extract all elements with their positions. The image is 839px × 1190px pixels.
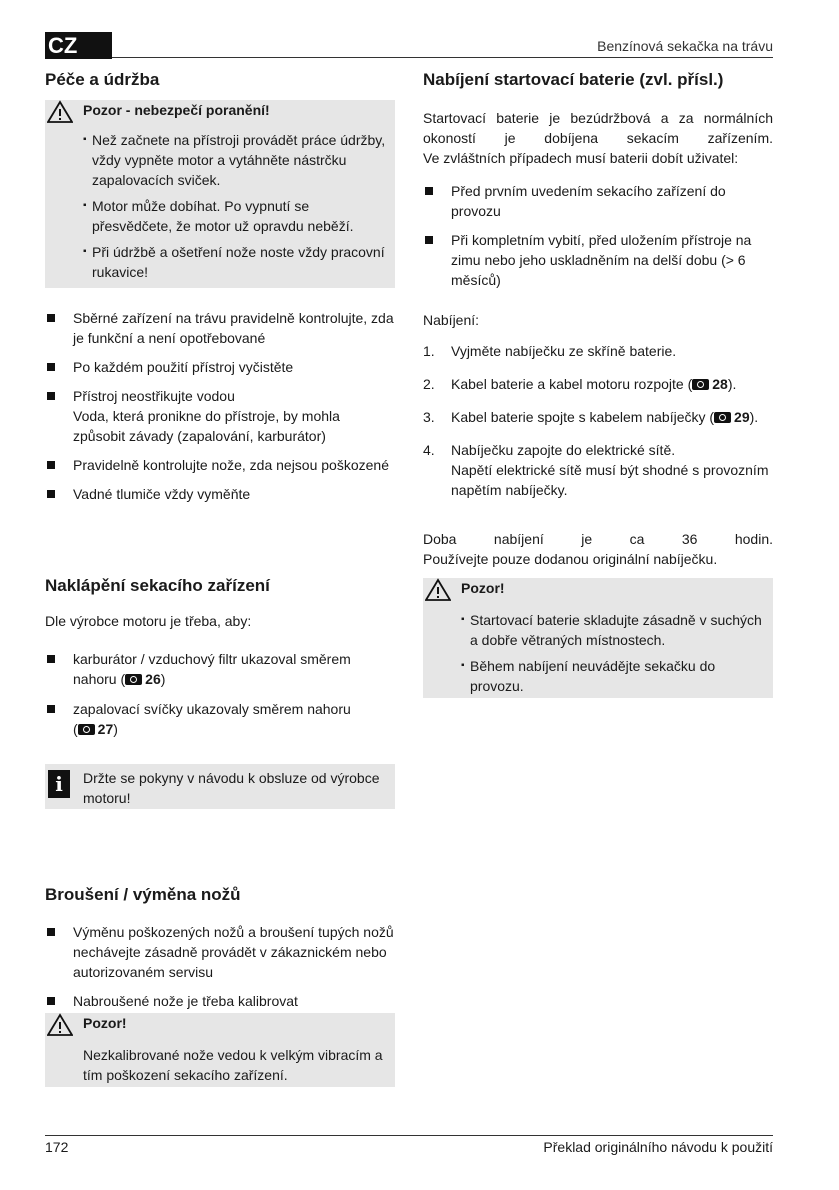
list-item-text: karburátor / vzduchový filtr ukazoval směrem nahoru ( [73,651,351,687]
list-item: Před prvním uvedením sekacího zařízení do provozu [423,181,763,221]
tilt-info-text: Držte se pokyny v návodu k obsluze od výrobce motoru! [83,770,380,806]
step-text: Vyjměte nabíječku ze skříně baterie. [451,343,677,359]
battery-duration [423,529,773,569]
list-item: Nabroušené nože je třeba kalibrovat [45,991,395,1011]
list-item [45,649,385,689]
care-warning-item: ▪ Než začnete na přístroji provádět práce údržby, vždy vypněte motor a vytáhněte nástrčku zapalovacích sviček. [83,130,387,190]
charging-steps [423,341,773,513]
list-item: Vadné tlumiče vždy vyměňte [45,484,395,504]
camera-icon [714,412,731,423]
sharpen-heading: Broušení / výměna nožů [45,885,241,904]
figure-ref: 28 [712,376,728,392]
care-warning-list [83,130,387,288]
list-item: Pravidelně kontrolujte nože, zda nejsou poškozené [45,455,395,475]
camera-icon [78,724,95,735]
list-item-text: ) [160,671,166,687]
step-number: 4. [423,442,435,458]
warning-icon [47,100,73,124]
list-item: Výměnu poškozených nožů a broušení tupých nožů nechávejte zásadně provádět v zákaznickém nebo autorizovaném servisu [45,922,395,982]
sharpen-warning-title: Pozor! [83,1015,127,1031]
figure-ref: 29 [734,409,750,425]
battery-intro-line: okoností je dobíjena sekacím zařízením. [423,130,773,146]
charging-label: Nabíjení: [423,312,480,328]
battery-warning-title: Pozor! [461,580,505,596]
header-rule [112,57,773,58]
battery-list [423,181,763,299]
sharpen-warning-box [45,1013,395,1087]
step-text: ). [749,409,759,425]
care-warning-item: ▪ Motor může dobíhat. Po vypnutí se přesvědčete, že motor už opravdu neběží. [83,196,387,236]
step-text: Napětí elektrické sítě musí být shodné s provozním napětím nabíječky. [451,462,769,498]
list-item [45,386,395,446]
figure-ref: 26 [145,671,161,687]
care-warning-item: ▪ Při údržbě a ošetření nože noste vždy pracovní rukavice! [83,242,387,282]
step-number: 2. [423,376,435,392]
battery-warning-item: ▪ Startovací baterie skladujte zásadně v suchých a dobře větraných místnostech. [461,610,765,650]
step-item [423,407,773,427]
list-item-line: Voda, která pronikne do přístroje, by mohla způsobit závady (zapalování, karburátor) [73,408,340,444]
tilt-heading: Naklápění sekacího zařízení [45,576,270,595]
step-text: ). [727,376,737,392]
care-warning-box [45,100,395,288]
care-warning-title: Pozor - nebezpečí poranění! [83,102,270,118]
battery-intro-line: Ve zvláštních případech musí baterii dobít uživatel: [423,150,739,166]
battery-intro [423,108,773,168]
camera-icon [692,379,709,390]
step-text: Nabíječku zapojte do elektrické sítě. [451,442,676,458]
care-heading: Péče a údržba [45,70,160,89]
camera-icon [125,674,142,685]
list-item: zapalovací svíčky ukazovaly směrem nahoru ( 27) [45,699,385,739]
battery-warning-item: ▪ Během nabíjení neuvádějte sekačku do provozu. [461,656,765,696]
care-list [45,308,395,513]
list-item-line: Přístroj neostřikujte vodou [73,388,235,404]
info-icon: i [48,770,70,798]
tilt-intro: Dle výrobce motoru je třeba, aby: [45,613,252,629]
duration-line: Doba nabíjení je ca 36 hodin. [423,531,773,547]
list-item-text: ) [113,721,118,737]
footer-rule [45,1135,773,1136]
step-text: Kabel baterie a kabel motoru rozpojte ( [451,376,693,392]
warning-icon [425,578,451,602]
battery-warning-box [423,578,773,698]
list-item: Sběrné zařízení na trávu pravidelně kontrolujte, zda je funkční a není opotřebované [45,308,395,348]
tilt-list [45,649,385,748]
header-title: Benzínová sekačka na trávu [597,38,773,54]
step-item [423,341,773,361]
duration-line: Používejte pouze dodanou originální nabíječku. [423,551,718,567]
list-item-text: zapalovací svíčky ukazovaly směrem nahoru [73,701,351,717]
tilt-info-box [45,764,395,809]
warning-icon [47,1013,73,1037]
page-number: 172 [45,1139,69,1155]
sharpen-warning-text: Nezkalibrované nože vedou k velkým vibracím a tím poškození sekacího zařízení. [83,1047,383,1083]
list-item: Při kompletním vybití, před uložením přístroje na zimu nebo jeho uskladněním na delší dobu (> 6 měsíců) [423,230,763,290]
language-badge: CZ [45,32,112,59]
step-item [423,440,773,500]
figure-ref: 27 [97,721,114,737]
battery-heading: Nabíjení startovací baterie (zvl. přísl.) [423,70,724,89]
sharpen-list [45,922,395,1020]
list-item: Po každém použití přístroj vyčistěte [45,357,395,377]
battery-intro-line: Startovací baterie je bezúdržbová a za normálních [423,110,773,126]
footer-title: Překlad originálního návodu k použití [543,1139,773,1155]
step-number: 1. [423,343,435,359]
step-item [423,374,773,394]
step-number: 3. [423,409,435,425]
step-text: Kabel baterie spojte s kabelem nabíječky ( [451,409,715,425]
battery-warning-list [461,610,765,702]
